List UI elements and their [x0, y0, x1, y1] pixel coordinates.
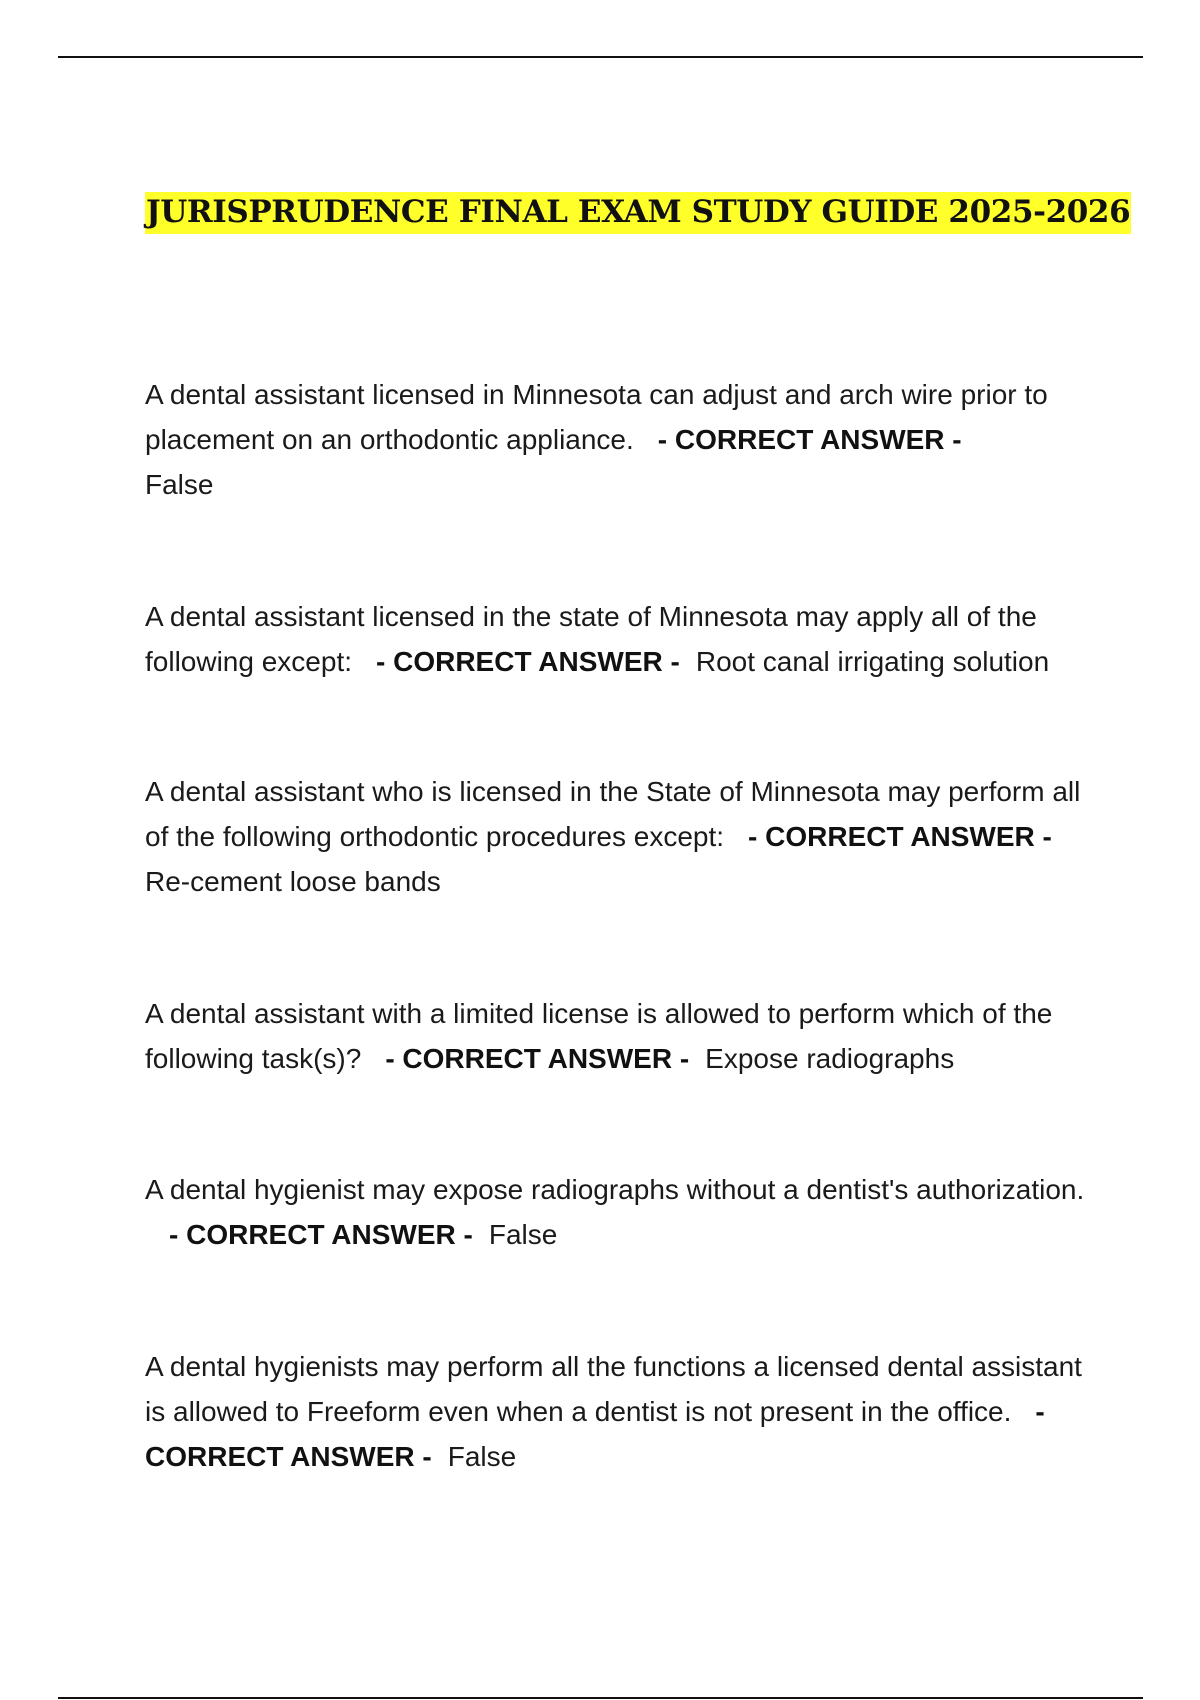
qa-item-2 [145, 594, 1105, 684]
answer-text: False [447, 1441, 517, 1472]
answer-text: False [145, 469, 214, 500]
question-text: A dental assistant with a limited license is allowed to perform which of the following task(s)? [145, 998, 1053, 1074]
qa-item-6 [145, 1344, 1105, 1479]
question-text: A dental assistant licensed in Minnesota can adjust and arch wire prior to placement on an orthodontic appliance. [145, 379, 1048, 455]
qa-item-3 [145, 769, 1105, 904]
answer-text: Re-cement loose bands [145, 866, 441, 897]
correct-answer-marker: - CORRECT ANSWER - [376, 646, 680, 677]
qa-item-1 [145, 372, 1105, 507]
question-text: A dental assistant licensed in the state of Minnesota may apply all of the following except: [145, 601, 1037, 677]
top-rule [58, 56, 1143, 58]
correct-answer-marker: - CORRECT ANSWER - [657, 424, 962, 455]
title-highlight: JURISPRUDENCE FINAL EXAM STUDY GUIDE 2025-2026 [145, 192, 1131, 234]
correct-answer-marker: - CORRECT ANSWER - [145, 1396, 1045, 1472]
correct-answer-marker: - CORRECT ANSWER - [385, 1043, 690, 1074]
answer-text: Expose radiographs [705, 1043, 955, 1074]
question-text: A dental hygienists may perform all the functions a licensed dental assistant is allowed to Freeform even when a dentist is not present in the office. [145, 1351, 1082, 1427]
correct-answer-marker: - CORRECT ANSWER - [748, 821, 1052, 852]
question-text: A dental hygienist may expose radiographs without a dentist's authorization. [145, 1174, 1085, 1205]
bottom-rule [58, 1697, 1143, 1699]
answer-text: Root canal irrigating solution [695, 646, 1050, 677]
correct-answer-marker: - CORRECT ANSWER - [169, 1219, 473, 1250]
qa-item-5 [145, 1167, 1105, 1257]
qa-item-4 [145, 991, 1105, 1081]
question-text: A dental assistant who is licensed in the State of Minnesota may perform all of the following orthodontic procedures except: [145, 776, 1081, 852]
answer-text: False [488, 1219, 558, 1250]
document-title [145, 190, 1131, 234]
